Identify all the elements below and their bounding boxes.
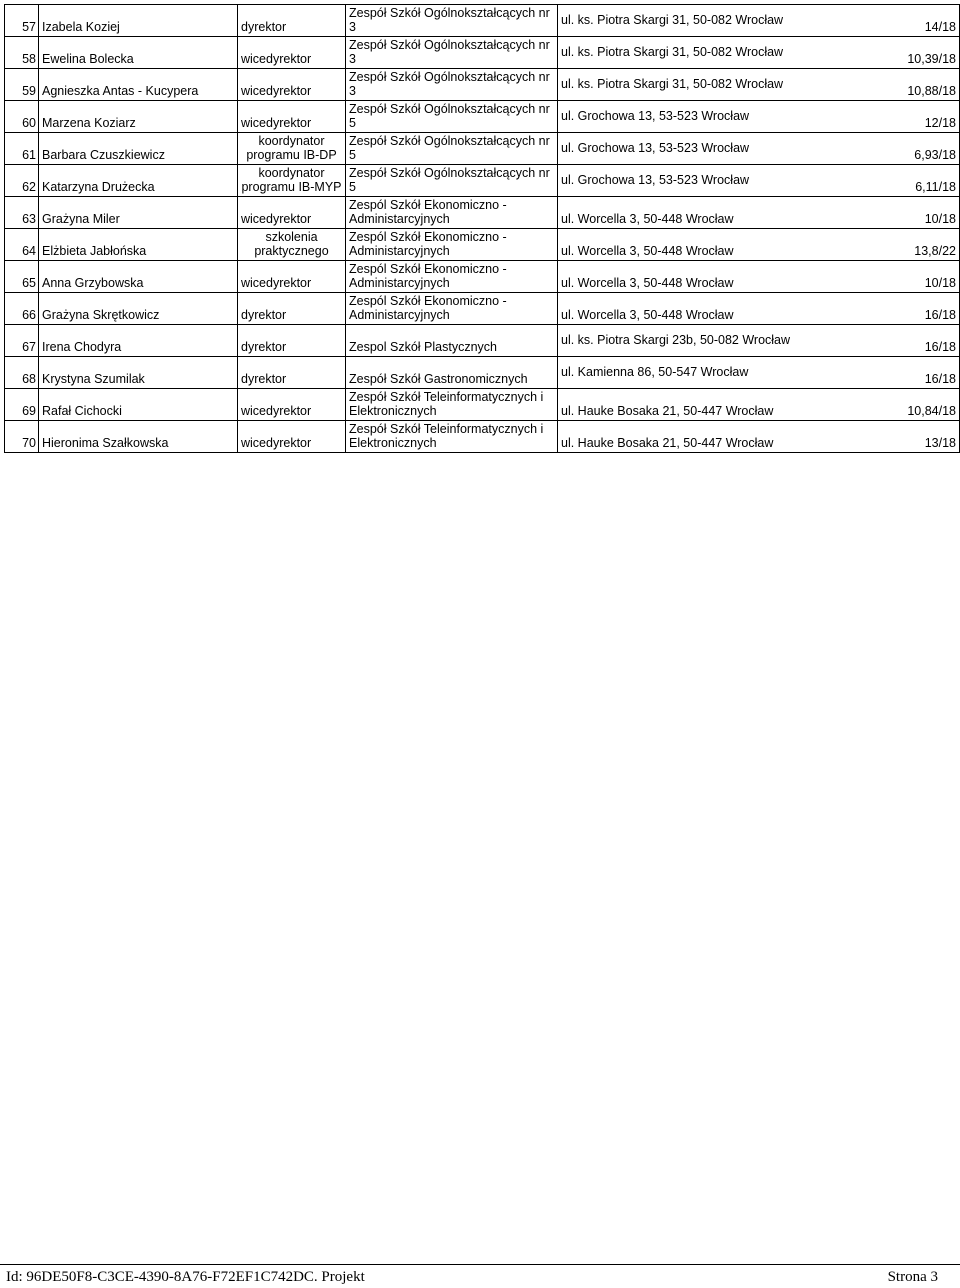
school-cell [346, 229, 558, 260]
school-cell [346, 133, 558, 164]
school-name: 3 [349, 52, 356, 66]
person-name-cell [39, 325, 238, 356]
person-name: Agnieszka Antas - Kucypera [42, 84, 199, 98]
teaching-hours: 16/18 [924, 340, 956, 354]
person-name-cell [39, 261, 238, 292]
school-name: Zespół Szkół Gastronomicznych [349, 372, 528, 386]
function-cell [238, 389, 346, 420]
table-row [5, 325, 960, 357]
function-cell [238, 421, 346, 452]
school-name: Administarcyjnych [349, 212, 450, 226]
row-number-cell [5, 37, 39, 68]
school-cell [346, 293, 558, 324]
function-text: programu IB-MYP [241, 180, 342, 194]
school-cell [346, 69, 558, 100]
row-number-cell [5, 197, 39, 228]
table-row [5, 261, 960, 293]
row-number: 69 [22, 404, 36, 418]
school-name: Elektronicznych [349, 404, 437, 418]
address-cell [558, 293, 960, 324]
table-row [5, 357, 960, 389]
table-row [5, 133, 960, 165]
footer-divider [0, 1264, 960, 1265]
row-number: 63 [22, 212, 36, 226]
address-cell [558, 165, 960, 196]
table-row [5, 37, 960, 69]
person-name: Barbara Czuszkiewicz [42, 148, 165, 162]
person-name-cell [39, 197, 238, 228]
school-cell [346, 197, 558, 228]
school-name: Zespól Szkół Ekonomiczno - [349, 262, 507, 276]
row-number: 68 [22, 372, 36, 386]
school-cell [346, 261, 558, 292]
function-text: szkolenia [265, 230, 318, 244]
person-name-cell [39, 357, 238, 388]
function-cell [238, 293, 346, 324]
page-footer [6, 1269, 938, 1286]
teaching-hours: 16/18 [924, 372, 956, 386]
teaching-hours: 10/18 [924, 212, 956, 226]
table-row [5, 101, 960, 133]
function-text: dyrektor [241, 372, 287, 386]
school-cell [346, 421, 558, 452]
function-cell [238, 37, 346, 68]
function-cell [238, 165, 346, 196]
address-cell [558, 357, 960, 388]
person-name: Elżbieta Jabłońska [42, 244, 147, 258]
person-name: Krystyna Szumilak [42, 372, 145, 386]
function-cell [238, 261, 346, 292]
school-name: Zespół Szkół Ogólnokształcących nr [349, 134, 550, 148]
address-cell [558, 5, 960, 36]
person-name: Katarzyna Drużecka [42, 180, 155, 194]
teaching-hours: 13,8/22 [914, 244, 956, 258]
school-name: Zespół Szkół Ogólnokształcących nr [349, 166, 550, 180]
address-cell [558, 325, 960, 356]
school-address: ul. Hauke Bosaka 21, 50-447 Wrocław [561, 436, 774, 450]
person-name: Grażyna Miler [42, 212, 120, 226]
school-address: ul. Worcella 3, 50-448 Wrocław [561, 276, 734, 290]
table-row [5, 165, 960, 197]
school-name: Zespól Szkół Ekonomiczno - [349, 230, 507, 244]
address-cell [558, 37, 960, 68]
row-number-cell [5, 325, 39, 356]
school-name: Zespól Szkół Ekonomiczno - [349, 198, 507, 212]
school-address: ul. ks. Piotra Skargi 31, 50-082 Wrocław [561, 77, 784, 91]
school-name: Zespól Szkół Ekonomiczno - [349, 294, 507, 308]
school-cell [346, 325, 558, 356]
school-address: ul. ks. Piotra Skargi 31, 50-082 Wrocław [561, 13, 784, 27]
row-number: 57 [22, 20, 36, 34]
school-name: Zespół Szkół Ogólnokształcących nr [349, 6, 550, 20]
school-name: Elektronicznych [349, 436, 437, 450]
person-name: Rafał Cichocki [42, 404, 122, 418]
teaching-hours: 12/18 [924, 116, 956, 130]
row-number: 62 [22, 180, 36, 194]
teaching-hours: 6,93/18 [914, 148, 956, 162]
person-name-cell [39, 421, 238, 452]
row-number-cell [5, 357, 39, 388]
function-text: koordynator [258, 166, 325, 180]
function-text: wicedyrektor [241, 116, 312, 130]
school-cell [346, 357, 558, 388]
table-row [5, 69, 960, 101]
row-number-cell [5, 5, 39, 36]
teaching-hours: 6,11/18 [915, 180, 956, 194]
function-text: dyrektor [241, 340, 287, 354]
function-cell [238, 133, 346, 164]
function-text: wicedyrektor [241, 276, 312, 290]
address-cell [558, 197, 960, 228]
person-name: Anna Grzybowska [42, 276, 144, 290]
teaching-hours: 16/18 [924, 308, 956, 322]
school-cell [346, 37, 558, 68]
person-name: Marzena Koziarz [42, 116, 136, 130]
school-address: ul. Hauke Bosaka 21, 50-447 Wrocław [561, 404, 774, 418]
address-cell [558, 229, 960, 260]
person-name-cell [39, 133, 238, 164]
person-name: Izabela Koziej [42, 20, 120, 34]
school-address: ul. Worcella 3, 50-448 Wrocław [561, 212, 734, 226]
address-cell [558, 421, 960, 452]
document-id: Id: 96DE50F8-C3CE-4390-8A76-F72EF1C742DC. Projekt [6, 1269, 365, 1285]
function-text: wicedyrektor [241, 52, 312, 66]
function-text: dyrektor [241, 308, 287, 322]
function-text: koordynator [258, 134, 325, 148]
school-address: ul. Grochowa 13, 53-523 Wrocław [561, 141, 750, 155]
function-cell [238, 197, 346, 228]
school-cell [346, 5, 558, 36]
row-number: 64 [22, 244, 36, 258]
address-cell [558, 389, 960, 420]
function-cell [238, 69, 346, 100]
table-row [5, 421, 960, 453]
teaching-hours: 14/18 [924, 20, 956, 34]
row-number-cell [5, 261, 39, 292]
teaching-hours: 10,84/18 [907, 404, 956, 418]
address-cell [558, 69, 960, 100]
person-name-cell [39, 229, 238, 260]
function-text: wicedyrektor [241, 404, 312, 418]
table-row [5, 197, 960, 229]
function-cell [238, 229, 346, 260]
page-number: Strona 3 [887, 1269, 938, 1285]
school-address: ul. Worcella 3, 50-448 Wrocław [561, 244, 734, 258]
function-cell [238, 5, 346, 36]
person-name-cell [39, 5, 238, 36]
school-name: Zespol Szkół Plastycznych [349, 340, 497, 354]
person-name-cell [39, 165, 238, 196]
person-name: Irena Chodyra [42, 340, 122, 354]
school-name: 5 [349, 180, 356, 194]
function-text: wicedyrektor [241, 84, 312, 98]
row-number-cell [5, 101, 39, 132]
school-cell [346, 165, 558, 196]
address-cell [558, 101, 960, 132]
person-name: Hieronima Szałkowska [42, 436, 169, 450]
row-number: 59 [22, 84, 36, 98]
school-address: ul. ks. Piotra Skargi 31, 50-082 Wrocław [561, 45, 784, 59]
row-number: 58 [22, 52, 36, 66]
row-number-cell [5, 165, 39, 196]
person-name: Ewelina Bolecka [42, 52, 134, 66]
table-row [5, 293, 960, 325]
school-name: Zespół Szkół Ogólnokształcących nr [349, 102, 550, 116]
row-number: 66 [22, 308, 36, 322]
person-name-cell [39, 69, 238, 100]
address-cell [558, 261, 960, 292]
row-number-cell [5, 229, 39, 260]
row-number: 70 [22, 436, 36, 450]
school-name: Zespół Szkół Ogólnokształcących nr [349, 70, 550, 84]
school-cell [346, 389, 558, 420]
school-address: ul. ks. Piotra Skargi 23b, 50-082 Wrocław [561, 333, 791, 347]
school-name: Administarcyjnych [349, 276, 450, 290]
school-name: Zespół Szkół Ogólnokształcących nr [349, 38, 550, 52]
teaching-hours: 10,88/18 [907, 84, 956, 98]
school-cell [346, 101, 558, 132]
teaching-hours: 13/18 [924, 436, 956, 450]
row-number-cell [5, 133, 39, 164]
person-name-cell [39, 389, 238, 420]
school-name: 3 [349, 84, 356, 98]
row-number-cell [5, 69, 39, 100]
school-name: Zespół Szkół Teleinformatycznych i [349, 390, 544, 404]
function-text: wicedyrektor [241, 436, 312, 450]
school-address: ul. Worcella 3, 50-448 Wrocław [561, 308, 734, 322]
function-text: programu IB-DP [246, 148, 337, 162]
school-name: Administarcyjnych [349, 308, 450, 322]
function-text: praktycznego [254, 244, 329, 258]
table-row [5, 389, 960, 421]
school-name: Zespół Szkół Teleinformatycznych i [349, 422, 544, 436]
function-text: dyrektor [241, 20, 287, 34]
person-name-cell [39, 101, 238, 132]
school-name: 5 [349, 116, 356, 130]
school-address: ul. Kamienna 86, 50-547 Wrocław [561, 365, 749, 379]
teaching-hours: 10,39/18 [907, 52, 956, 66]
row-number: 65 [22, 276, 36, 290]
school-name: 5 [349, 148, 356, 162]
function-cell [238, 101, 346, 132]
row-number: 61 [22, 148, 36, 162]
school-address: ul. Grochowa 13, 53-523 Wrocław [561, 109, 750, 123]
person-name: Grażyna Skrętkowicz [42, 308, 160, 322]
function-cell [238, 357, 346, 388]
function-cell [238, 325, 346, 356]
staff-table [4, 4, 960, 453]
teaching-hours: 10/18 [924, 276, 956, 290]
row-number-cell [5, 389, 39, 420]
school-name: Administarcyjnych [349, 244, 450, 258]
row-number: 60 [22, 116, 36, 130]
row-number-cell [5, 293, 39, 324]
person-name-cell [39, 293, 238, 324]
address-cell [558, 133, 960, 164]
table-row [5, 229, 960, 261]
school-name: 3 [349, 20, 356, 34]
function-text: wicedyrektor [241, 212, 312, 226]
row-number: 67 [22, 340, 36, 354]
table-row [5, 5, 960, 37]
person-name-cell [39, 37, 238, 68]
school-address: ul. Grochowa 13, 53-523 Wrocław [561, 173, 750, 187]
row-number-cell [5, 421, 39, 452]
